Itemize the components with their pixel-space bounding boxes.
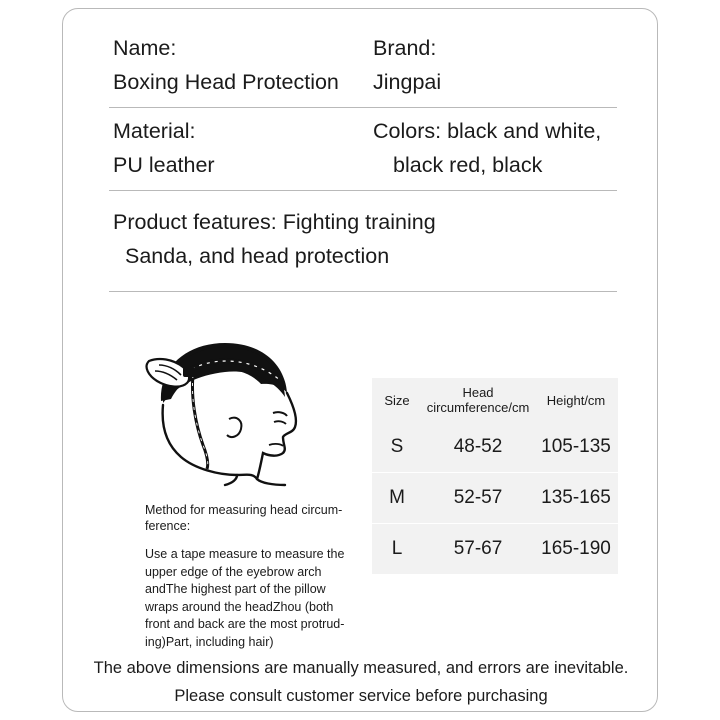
measure-body-line-3: andThe highest part of the pillow [145, 582, 326, 596]
table-row [372, 523, 618, 574]
size-table-header-row [372, 378, 618, 422]
size-table [372, 378, 618, 574]
features-line-1: Product features: Fighting training [113, 210, 436, 234]
table-row [372, 422, 618, 472]
size-cell: S [390, 436, 404, 457]
footer-line-1: The above dimensions are manually measured, and errors are inevitable. [93, 659, 629, 677]
spec-col-colors [363, 114, 617, 182]
spec-col-name [109, 31, 363, 99]
measure-body-line-5: front and back are the most protrud- [145, 617, 345, 631]
measure-body-line-6: ing)Part, including hair) [145, 634, 274, 649]
colors-label: Colors: black and white, [373, 119, 602, 143]
features-line-2: Sanda, and head protection [125, 244, 390, 268]
height-cell: 105-135 [541, 436, 611, 457]
name-value: Boxing Head Protection [113, 70, 339, 94]
footer-note [63, 654, 659, 710]
spec-col-brand [363, 31, 617, 99]
size-cell: M [389, 487, 405, 508]
spec-col-material [109, 114, 363, 182]
head-circumference-cell: 57-67 [453, 538, 503, 559]
measure-body-line-2: upper edge of the eyebrow arch [145, 564, 322, 579]
size-table-header-head-circumference: Head circumference/cm [426, 385, 530, 415]
size-cell: L [391, 538, 403, 559]
material-value: PU leather [113, 153, 215, 177]
height-cell: 135-165 [541, 487, 611, 508]
measurement-illustration-block [93, 327, 353, 651]
features-block [109, 197, 436, 283]
measure-body-line-1: Use a tape measure to measure the [145, 547, 345, 561]
measure-body-line-4: wraps around the headZhou (both [145, 599, 334, 614]
measure-method-title [145, 502, 350, 534]
spec-row-features [109, 191, 617, 292]
measure-method-title-line-1: Method for measuring head circum- [145, 503, 343, 517]
measure-method-title-line-2: ference: [145, 519, 191, 533]
size-table-header-height: Height/cm [546, 392, 606, 408]
head-circumference-cell: 48-52 [453, 436, 503, 457]
spec-row-name-brand [109, 25, 617, 108]
head-circumference-cell: 52-57 [453, 487, 503, 508]
height-cell: 165-190 [541, 538, 611, 559]
product-info-card [62, 8, 658, 712]
measure-method-body [145, 546, 355, 651]
table-row [372, 472, 618, 523]
brand-label: Brand: [373, 36, 437, 60]
footer-line-2: Please consult customer service before purchasing [174, 687, 548, 705]
size-table-header-size: Size [384, 392, 410, 408]
head-measurement-icon [133, 327, 348, 487]
specifications-block [109, 25, 617, 292]
brand-value: Jingpai [373, 70, 442, 94]
name-label: Name: [113, 36, 177, 60]
colors-value: black red, black [393, 153, 543, 177]
spec-row-material-colors [109, 108, 617, 191]
material-label: Material: [113, 119, 196, 143]
